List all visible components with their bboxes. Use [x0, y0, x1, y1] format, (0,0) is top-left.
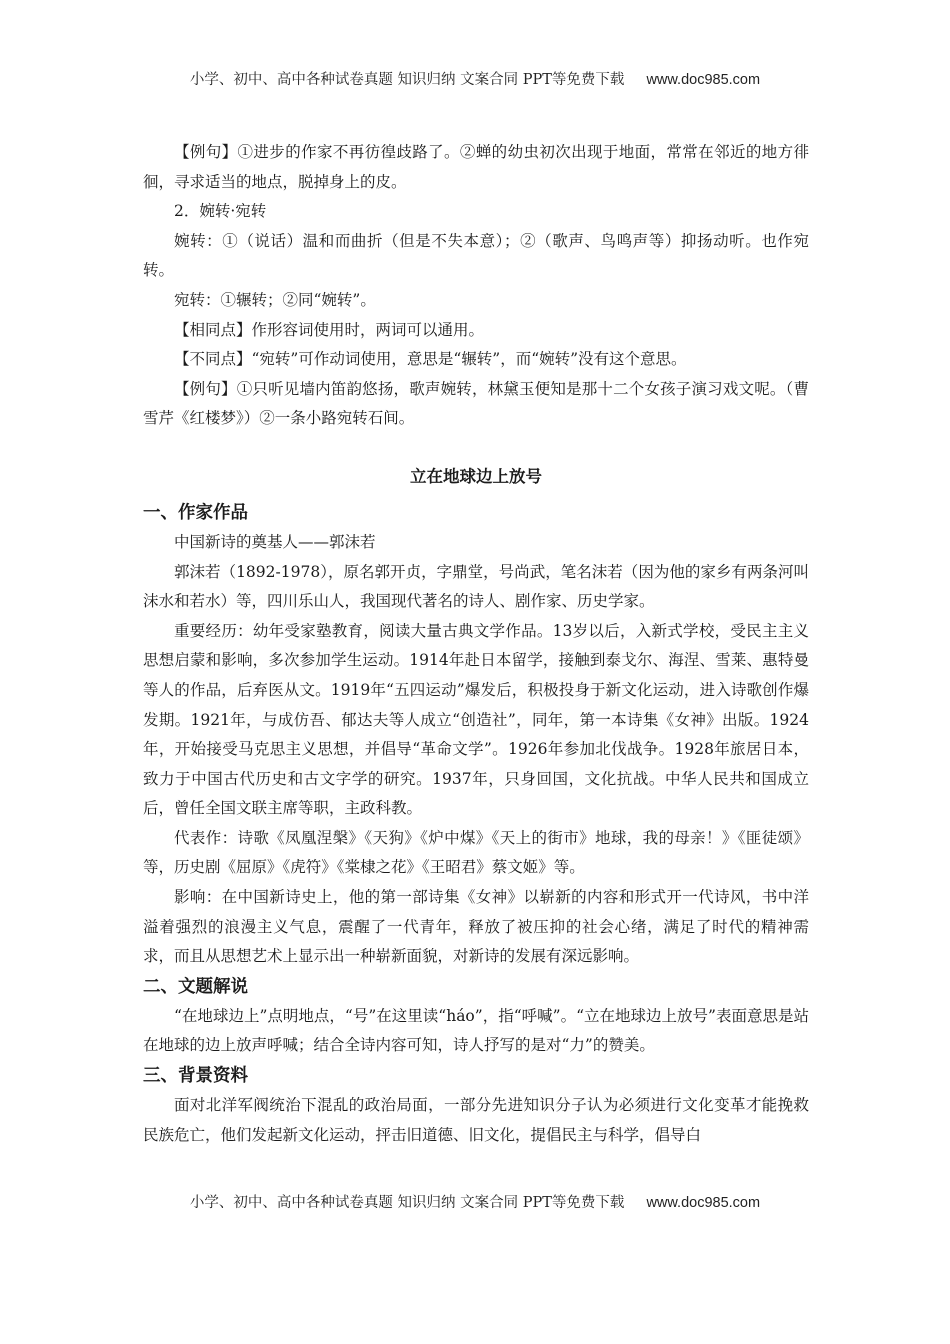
- header-text: 小学、初中、高中各种试卷真题 知识归纳 文案合同 PPT等免费下载: [189, 72, 625, 88]
- section-1-para-4: 代表作：诗歌《凤凰涅槃》《天狗》《炉中煤》《天上的街市》地球，我的母亲！》《匪徒颂》等，历史剧《屈原》《虎符》《棠棣之花》《王昭君》蔡文姬》等。: [143, 828, 809, 877]
- section-1-para-5: 影响：在中国新诗史上，他的第一部诗集《女神》以崭新的内容和形式开一代诗风，书中洋溢着强烈的浪漫主义气息，震醒了一代青年，释放了被压抑的社会心绪，满足了时代的精神需求，而且从思想艺术上显示出一种崭新面貌，对新诗的发展有深远影响。: [143, 888, 809, 966]
- section-2-heading: 二、文题解说: [143, 976, 248, 997]
- item-2-heading: 2．婉转·宛转: [174, 202, 267, 221]
- wanzhuan2-definition: 宛转：①辗转；②同“婉转”。: [174, 290, 376, 309]
- page-footer: [0, 1191, 950, 1212]
- section-2-para-1: “在地球边上”点明地点，“号”在这里读“háo”，指“呼喊”。“立在地球边上放号”表面意思是站在地球的边上放声呼喊；结合全诗内容可知，诗人抒写的是对“力”的赞美。: [143, 1006, 809, 1055]
- wanzhuan-definition: 婉转：①（说话）温和而曲折（但是不失本意）；②（歌声、鸟鸣声等）抑扬动听。也作宛转。: [143, 231, 809, 280]
- header-url[interactable]: www.doc985.com: [646, 72, 761, 88]
- article-title: 立在地球边上放号: [410, 466, 542, 486]
- section-3-para-1: 面对北洋军阀统治下混乱的政治局面，一部分先进知识分子认为必须进行文化变革才能挽救民族危亡，他们发起新文化运动，抨击旧道德、旧文化，提倡民主与科学，倡导白: [143, 1096, 809, 1144]
- footer-text: 小学、初中、高中各种试卷真题 知识归纳 文案合同 PPT等免费下载: [189, 1195, 625, 1211]
- section-1-heading: 一、作家作品: [143, 502, 248, 523]
- section-1-para-2: 郭沫若（1892-1978），原名郭开贞，字鼎堂，号尚武，笔名沫若（因为他的家乡有两条河叫沫水和若水）等，四川乐山人，我国现代著名的诗人、剧作家、历史学家。: [143, 562, 809, 611]
- similarity-note: 【相同点】作形容词使用时，两词可以通用。: [174, 320, 485, 339]
- difference-note: 【不同点】“宛转”可作动词使用，意思是“辗转”，而“婉转”没有这个意思。: [174, 350, 687, 369]
- section-1-para-1: 中国新诗的奠基人——郭沫若: [174, 532, 376, 551]
- page-header: [0, 68, 950, 89]
- document-body: [143, 138, 809, 1150]
- footer-url[interactable]: www.doc985.com: [646, 1195, 761, 1211]
- section-1-para-3: 重要经历：幼年受家塾教育，阅读大量古典文学作品。13岁以后，入新式学校，受民主主义思想启蒙和影响，多次参加学生运动。1914年赴日本留学，接触到泰戈尔、海涅、雪莱、惠特曼等人的作品，后弃医从文。1919年“五四运动”爆发后，积极投身于新文化运动，进入诗歌创作爆发期。1921年，与成仿吾、郁达夫等人成立“创造社”，同年，第一本诗集《女神》出版。1924年，开始接受马克思主义思想，并倡导“革命文学”。1926年参加北伐战争。1928年旅居日本，致力于中国古代历史和古文字学的研究。1937年，只身回国，文化抗战。中华人民共和国成立后，曾任全国文联主席等职，主政科教。: [143, 621, 809, 818]
- example-sentence-2: 【例句】①只听见墙内笛韵悠扬，歌声婉转，林黛玉便知是那十二个女孩子演习戏文呢。（曹雪芹《红楼梦》）②一条小路宛转石间。: [143, 379, 809, 428]
- example-sentence-1: 【例句】①进步的作家不再彷徨歧路了。②蝉的幼虫初次出现于地面，常常在邻近的地方徘徊，寻求适当的地点，脱掉身上的皮。: [143, 143, 809, 191]
- section-3-heading: 三、背景资料: [143, 1066, 248, 1087]
